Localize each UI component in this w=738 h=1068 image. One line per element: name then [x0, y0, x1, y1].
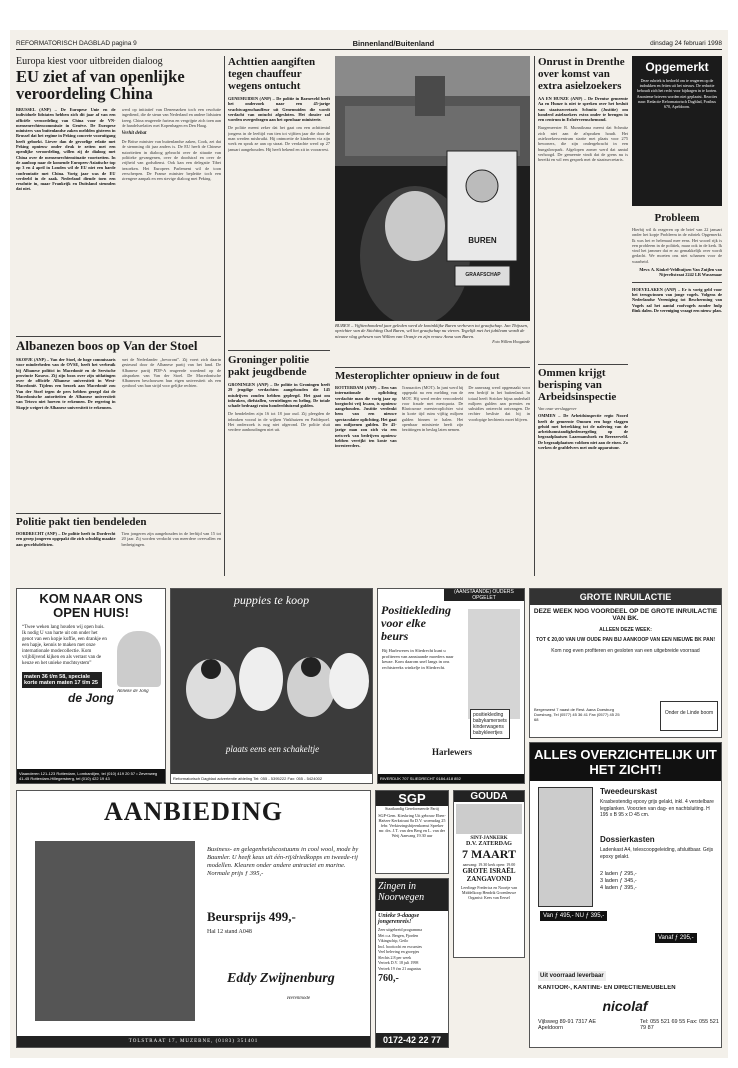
open-huis-quote: “Twee weken lang houden wij open huis. Ik nodig U van harte uit om onder het genot van een kopje koffie, een drankje en een hapje, kennis te maken met onze internationale modecollectie. Kom vrijblijvend kijken en als verrast van de keuze en het unieke mochtsystem” [22, 625, 107, 666]
ad-inruilactie [529, 588, 722, 738]
open-huis-address: Vlaanderen 121-123 Rotterdam, Lombardijen, tel (010) 419 20 57 • Zevenweg 41-45 Rotterdam-Hillegersberg, tel (010) 422 19 43 [17, 769, 165, 783]
linde-logo: Onder de Linde boom [660, 701, 718, 731]
ad-puppies [170, 588, 373, 784]
nicolaf-logo: nicolaf [602, 998, 648, 1014]
positie-list: positiekleding babykamersets kinderwagens babykleertjes [470, 709, 510, 739]
sgp-sub: Staatkundig Gereformeerde Partij [385, 806, 439, 811]
ommen-body: OMMEN – De Arbeidsinspectie regio Noord heeft de gemeente Ommen een hoge vlaggen geluid met betrekking tot de naleving van de arbeidsomstandighedenregeling op de begraafplaatsen Laarmanshoek en Beerzerveld. De begraafplaatsen voldoen niet aan de eisen. Zo werken de grafdelvers met oude apparatuur. [538, 413, 628, 451]
dejong-logo: de Jong [67, 691, 114, 705]
inruil-l1: ALLEEN DEZE WEEK: [599, 627, 652, 633]
alles-desc2: Ladenkast A4, telescoopgeleiding, afsluitbaar. Grijs epoxy gelakt. [600, 847, 714, 860]
onrust-lead: AA EN HUNZE (ANP) – De Drentse gemeente Aa en Hunze is niet te spreken over het besluit van staatssecretaris Schmitz (Justitie) om honderd asielzoekers extra onder te brengen in een centrum in Exloërveenschemond. [538, 96, 628, 123]
zingen-list: Zeer uitgebreid programma Met o.a. Bergen, Fjorden Vikingschip, Geilo Incl. boottocht en excursies Veel beleving en groepjes Slechts 2.8 per week Vertrek D.V. 18 juli 1998 Vertrek 19 t/m 21 augustus [378, 927, 422, 971]
probleem-title: Probleem [654, 212, 700, 224]
gouda-sub: SINT-JANKERK [470, 836, 508, 841]
zingen-title: Zingen in Noorwegen [376, 879, 448, 911]
sgp-body: SGP-Gem. Kieskring Uit gebouw Eben-Haëzer Kerkstraat 8a D.V. woensdag 25 febr. Verkiezingsbijeenkomst Spreker mr. drs. J.T. van den Berg en L. van der Weij Aanvang 19.30 uur [378, 813, 446, 838]
aanbieding-note: Hal 12 stand A048 [207, 929, 252, 935]
mesteroplichter-article [335, 370, 530, 575]
ommen-article [538, 367, 628, 575]
inruil-l3: Kom nog even profiteren en gesloten van een uitgebreide voorraad [551, 648, 700, 654]
probleem-signature: Mevr. A. Kinkel-Veldhuijsen Van Zuijlen van Nijeveltstraat 2242 LR Wassenaar [639, 267, 722, 278]
puppies-title: puppies te koop [233, 593, 310, 607]
ad-positiekleding [377, 588, 525, 784]
gouda-title: GOUDA [454, 791, 524, 802]
castle-photo-image [335, 56, 530, 321]
header-date: dinsdag 24 februari 1998 [650, 40, 722, 47]
photo-caption-block [335, 323, 530, 363]
positie-tag: (AANSTAANDE) OUDERS OPGELET [444, 589, 524, 601]
puppies-photo [171, 609, 373, 749]
gouda-time: aanvang: 19.30 kerk open: 19.00 [462, 862, 516, 867]
aanbieding-price: Beursprijs 499,- [207, 909, 296, 924]
open-huis-title: KOM NAAR ONS OPEN HUIS! [39, 591, 143, 620]
alles-sub2: Dossierkasten [600, 835, 655, 844]
church-image [456, 804, 522, 834]
politie-article [16, 516, 221, 574]
mester-col2: Transacties (MOT). In juni werd hij opgepakt na een melding van de MOT. Hij werd eerder veroordeeld voor fraude met mestquota. De Blaricumse meesteroplichter wist in korte tijd ruim vijftig miljoen gulden binnen te halen. Het openbaar ministerie heeft zijn bezittingen in beslag laten nemen. [401, 385, 464, 433]
zwijnenburg-logo: Eddy Zwijnenburg [227, 971, 335, 986]
albanezen-article [16, 339, 221, 509]
zingen-phone: 0172-42 22 77 [376, 1033, 448, 1047]
albanezen-title: Albanezen boos op Van der Stoel [16, 339, 198, 353]
mester-col3: De aanvraag werd opgemaakt voor een bedrijf in het buitenland. In totaal heeft Stricker bijna anderhalf miljoen gulden aan premies en subsidies onterecht ontvangen. De rechter besliste dat hij in voorlopige hechtenis moet blijven. [468, 385, 530, 422]
achttien-lead: GENEMUIDEN (ANP) – De politie in Barneveld heeft het onderzoek naar een 45-jarige vrachtwagenchauffeur uit Genemuiden die wordt verdacht van ontucht afgesloten. Het dossier zal worden overgedragen aan het openbaar ministerie. [228, 96, 330, 123]
puppies-footer: Reformatorisch Dagblad advertentie afdeling Tel: 055 - 5395222 Fax: 055 - 5424002 [171, 774, 372, 783]
open-huis-signature: Anneke de Jong [117, 689, 149, 694]
alles-title: ALLES OVERZICHTELIJK UIT HET ZICHT! [530, 743, 721, 781]
mother-photo [468, 609, 520, 719]
china-col2b: De Britse minister van buitenlandse zaken, Cook, zei dat de stemming dit jaar anders is. De EU heeft de Chinese autoriteiten in dialoog gebracht over de situatie van politieke gevangenen, over de doodstraf en over de vrijheid van godsdienst. Ook kan een delegatie Tibet bezoeken. Het Europees Parlement wil de toon verscherpen. De Franse minister bepleitte toch een strengere aanpak en een stevige dialoog met Peking. [121, 139, 221, 182]
gouda-mid: D.V. ZATERDAG [466, 841, 512, 847]
opgemerkt-title: Opgemerkt [645, 60, 709, 74]
newspaper-page [10, 30, 728, 1058]
puppies-banner: plaats eens een schakeltje [225, 744, 320, 754]
inruil-l2: TOT € 20,00 VAN UW OUDE PAN BIJ AANKOOP VAN EEN NIEUWE BK PAN! [535, 637, 715, 643]
positie-title: Positiekleding voor elke beurs [381, 603, 451, 643]
ad-aanbieding [16, 790, 371, 1048]
china-kicker: Europa kiest voor uitbreiden dialoog [16, 56, 163, 67]
albanezen-col1: SKOPJE (ANP) – Van der Stoel, de hoge commissaris voor minderheden van de OVSE, heeft het verbruik bij Albanese politici in Macedonië en de Servische provincie Kosovo. Zij zijn boos over zijn uitlatingen over de officiële Albanese universiteit in West-Macedonië. Tijdens een bezoek aan Macedonië zou Van der Stoel tegen de pers hebben gezegd dat de Macedonische autoriteiten de Albanese universiteit van Tetovo niet hoeven te erkennen. De regering in Skopje weigert de Albanese universiteit te erkennen. [16, 357, 116, 410]
achttien-title: Achttien aangiften tegen chauffeur wegens ontucht [228, 56, 316, 92]
opgemerkt-column [632, 56, 722, 576]
inruil-headline: DEZE WEEK NOG VOORDEEL OP DE GROTE INRUILACTIE VAN BK. [533, 608, 718, 622]
inruil-title: GROTE INRUILACTIE [530, 589, 721, 605]
alles-prices: 2 laden ƒ 295,- 3 laden ƒ 345,- 4 laden ƒ 395,- [600, 871, 637, 891]
china-col1: BRUSSEL (ANP) – De Europese Unie en de individuele lidstaten hebben zich dit jaar af van een officiële veroordeling van China voor de VN-mensenrechtencommissie in Genève. De Europese ministers van buitenlandse zaken meldden gisteren in Brussel dat het regime in Peking concrete vooruitgang heeft geboekt. Liever dan de gevoelige relatie met Peking opnieuw onder druk te zetten met een openlijke veroordeling, willen zij de dialoog met China over de mensenrechtensituatie voortzetten. In de aanloop naar de komende Europees-Aziatische top op 3 en 4 april in Londen wil de EU niet een harde confrontatie met China. Vorig jaar was de EU verdeeld in de zaak. Nederland diende toen een resolutie in, maar Frankrijk en Duitsland steunden dat niet. [16, 107, 116, 192]
positie-brand: Harlewers [432, 747, 472, 757]
alles-stock: Uit voorraad leverbaar [540, 973, 604, 979]
politie-col1: DORDRECHT (ANP) – De politie heeft in Dordrecht een groep jongeren opgepakt die zich schuldig maakte aan geweldsdelicten. [16, 531, 116, 547]
ad-open-huis [16, 588, 166, 784]
opgemerkt-box [632, 56, 722, 206]
mester-col1: ROTTERDAM (ANP) – Een van internationale oplichting verdachte man die vorig jaar op borgtocht vrij kwam, is opnieuw aangehouden. Justitie verdenkt hem van een nieuwe spectaculaire oplichting. Het gaat om miljoenen gulden. De 45-jarige man zou zich via een netwerk van bedrijven opnieuw hebben verrijkt ten koste van investeerders. [335, 385, 397, 449]
woman-portrait [117, 631, 161, 687]
groninger-body: De bendeleden zijn 16 tot 18 jaar oud. Zij pleegden de inbraken vooral in de wijken Vinkhuizen en Paddepoel. Het onderzoek is nog niet afgerond. De politie sluit verdere aanhoudingen niet uit. [228, 411, 330, 433]
groninger-lead: GRONINGEN (ANP) – De politie in Groningen heeft 29 jeugdige verdachten aangehouden die 145 misdrijven zouden hebben gepleegd. Het gaat om inbraken, diefstallen, vernielingen en heling. De totale schade bedraagt ruim honderdduizend gulden. [228, 382, 330, 409]
alles-sub1: Tweedeurskast [600, 787, 658, 796]
alles-line: KANTOOR-, KANTINE- EN DIRECTIEMEUBELEN [538, 985, 676, 991]
china-article [16, 56, 221, 336]
mester-title: Mesteroplichter opnieuw in de fout [335, 370, 500, 382]
aanbieding-body: Business- en gelegenheidscostuums in cool wool, mode by Baumler. U heeft keus uit één-rij/driedkopps en tweede-rij modellen. Kleuren onder andere antraciet en marine. Normale prijs ƒ 395,- [207, 846, 359, 877]
china-title: EU ziet af van openlijke veroordeling China [16, 67, 185, 103]
open-huis-sizes: maten 36 t/m 58, speciale korte maten maten 17 t/m 25 [22, 672, 102, 688]
ommen-sub: Van onze verslaggever [538, 406, 577, 411]
ad-gouda [453, 790, 525, 958]
alles-desc1: Krasbestendig epoxy grijs gelakt, inkl. 4 verstelbare legplanken. Voorzien van dag- en nachtsluiting. H 195 x B 95 x D 45 cm. [600, 799, 714, 818]
aanbieding-title: AANBIEDING [103, 797, 284, 826]
gouda-big: GROTE ISRAËL ZANGAVOND [462, 867, 516, 883]
alles-price2: Vanaf ƒ 295,- [655, 933, 697, 943]
page-header [16, 38, 722, 50]
onrust-article [538, 56, 628, 361]
albanezen-col2: met de Nederlander „bevoront”. Zij voert zich daarin gesteund door de Albanese partij van het land. De Albanese partij PDP-A reageerde woedend op de uitspraken van Van der Stoel. De Macedonische Albanezen beschouwen hun eigen universiteit als een symbool van hun strijd voor gelijke rechten. [121, 357, 221, 389]
suit-photo [35, 841, 195, 1021]
ad-sgp [375, 790, 449, 874]
herenmode-label: Herenmode [287, 996, 311, 1001]
gouda-body: Leerlinge Frederica en Noortje van Middelkoop Hendrik Groenleuwe Organist: Kees van Eersel [460, 885, 518, 900]
ribbon-label: GRAAFSCHAP [465, 272, 501, 278]
zingen-sub: Unieke 9-daagse jongerenreis! [378, 913, 420, 925]
alles-tel: Tel: 055 521 69 55 Fax: 055 521 79 87 [640, 1019, 719, 1031]
header-section: Binnenland/Buitenland [352, 39, 435, 48]
header-left: REFORMATORISCH DAGBLAD pagina 9 [16, 40, 137, 47]
hoevelaken-body: HOEVELAKEN (ANP) – Er is vorig geld voor het terugwinnen van jonge vogels. Volgens de Nederlandse Vereniging tot Bescherming van Vogels zal het aantal roofvogels zonder hulp flink dalen. De vereniging vraagt een nieuw plan. [632, 286, 722, 313]
cabinet-image [538, 787, 593, 907]
alles-price1: Van ƒ 495,- NU ƒ 395,- [540, 911, 607, 921]
buren-photo [335, 56, 530, 321]
china-col2: werd op initiatief van Denemarken toch een resolutie ingediend, die de steun van Nederland en andere lidstaten kreeg. China reageerde furieus en vergrijpte zich toen aan de handelsrelaties met Kopenhagen en Den Haag. [121, 107, 221, 128]
photo-caption: BUREN – Vijftienhonderd jaar geleden werd de koninklijke Buren verheven tot graafschap. Jan Thijssen, oprichter van de Stichting Oud Buren, wil het graafschap nu vieren. Tegelijk met het jubileum wordt de nieuwe vlag gehesen van Willem van Oranje en zijn vrouw Anna van Buren. [335, 323, 529, 339]
positie-strip: RIVERDIJK 707 SLIEDRECHT 0184-418 852 [378, 774, 524, 783]
gouda-date: 7 MAART [462, 847, 516, 861]
opgemerkt-body: Deze rubriek is bedoeld om te reageren op de indrukken en feiten uit het nieuws. De redactie behoudt zich het recht voor bijdragen in te korten. Anonieme brieven worden niet geplaatst. Reacties naar: Redactie Reformatorisch Dagblad, Postbus 670, Apeldoorn. [636, 78, 718, 110]
photo-credit: Foto Willem Hoogstede [492, 339, 530, 345]
politie-title: Politie pakt tien bendeleden [16, 516, 147, 528]
groninger-article [228, 354, 330, 522]
alles-address: Vijlsweg 89-91 7317 AE Apeldoorn [538, 1019, 596, 1031]
ad-zingen [375, 878, 449, 1048]
onrust-body: Burgemeester R. Munniksma meent dat Schmitz zich niet aan de afspraken houdt. Het asielzoekerscentrum startte met plaats voor 275 bewoners, die zijn ondergebracht in een bungalowpark. Afgelopen zomer werd dat aantal verhoogd. De gemeente vindt dat de grens nu is bereikt en wil een gesprek met de staatssecretaris. [538, 125, 628, 163]
positie-sub: Bij Harleweres in Sliedrecht kunt u profiteren van aanstaande moeders naar keuze. Kom daarom snel langs in ons rechtstreeks winkelje in Sliedrecht. [382, 648, 454, 670]
achttien-body: De politie meent zeker dat het gaat om een achttiental jongens in de leeftijd van tien tot vijftien jaar die door de man werden misbruikt. Hij ontmoette de kinderen via zijn werk en sprak ze aan op straat. De verdachte werd op 27 januari aangehouden. Hij heeft bekend en zit in voorarrest. [228, 125, 330, 152]
onrust-title: Onrust in Drenthe over komst van extra asielzoekers [538, 56, 625, 92]
ad-alles [529, 742, 722, 1048]
inruil-address: Bergenwest 7 naast de Rest. Aana Doesburg Doesburg, Tel (0577) 45 36 41 Fax (0577) 45 25 68 [534, 707, 620, 722]
china-subhead: Verhit debat [121, 131, 147, 137]
groninger-title: Groninger politie pakt jeugdbende [228, 354, 310, 378]
zingen-price: 760,- [378, 973, 399, 984]
achttien-article [228, 56, 330, 344]
probleem-body: Hierbij wil ik reageren op de brief van 22 januari onder het kopje Probleem in de rubriek Opgemerkt. Ik was het er helemaal mee eens. Het woord rijk is een probleem in de politiek, maar ook in de kerk. Ik vind het jammer dat er zo gemakkelijk over wordt gedacht. We moeten ons niet schamen voor de waarheid. [632, 227, 722, 264]
ommen-title: Ommen krijgt berisping van Arbeidsinspectie [538, 367, 617, 403]
aanbieding-footer: TOLSTRAAT 17, MUZEBNE, (0183) 351401 [17, 1036, 370, 1047]
shield-label: BUREN [468, 236, 497, 245]
sgp-title: SGP [376, 791, 448, 806]
politie-col2: Tien jongeren zijn aangehouden in de leeftijd van 15 tot 20 jaar. Zij worden verdacht van meerdere overvallen en bedreigingen. [121, 531, 221, 547]
